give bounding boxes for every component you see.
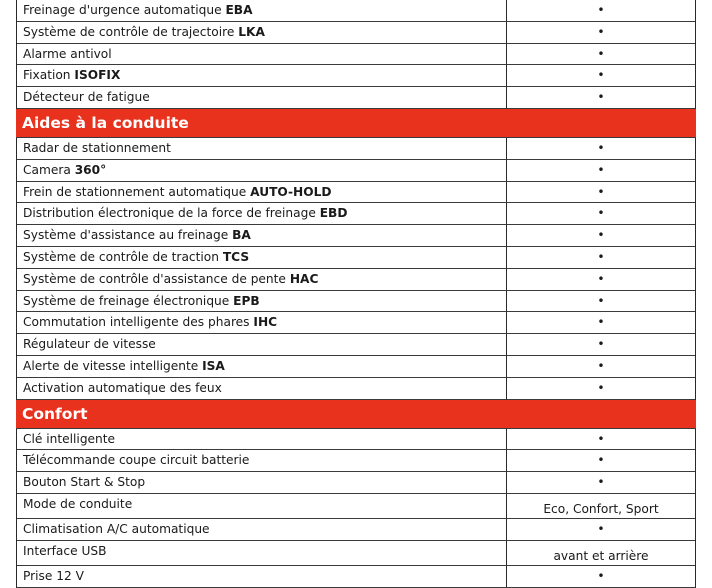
availability-dot: • [597, 249, 605, 264]
availability-dot: • [597, 293, 605, 308]
feature-name: Camera [23, 162, 75, 177]
feature-name: Détecteur de fatigue [23, 90, 150, 105]
table-row [17, 519, 695, 541]
feature-label [17, 378, 507, 399]
feature-name: Système de contrôle d'assistance de pente [23, 271, 290, 286]
table-row [17, 138, 695, 160]
table-row [17, 203, 695, 225]
availability-dot: • [597, 568, 605, 583]
feature-label [17, 225, 507, 246]
feature-code: LKA [238, 24, 265, 39]
availability-dot: • [597, 184, 605, 199]
table-row [17, 378, 695, 400]
table-row [17, 494, 695, 519]
feature-code: EBD [319, 206, 348, 221]
feature-code: EBA [225, 3, 253, 17]
table-row [17, 225, 695, 247]
feature-label [17, 334, 507, 355]
feature-name: Prise 12 V [23, 568, 84, 583]
feature-label [17, 429, 507, 450]
feature-label [17, 541, 507, 565]
feature-name: Système d'assistance au freinage [23, 228, 233, 243]
equipment-table [16, 0, 696, 588]
table-row [17, 182, 695, 204]
feature-label [17, 87, 507, 108]
feature-code: AUTO-HOLD [250, 184, 332, 199]
availability-dot: • [597, 337, 605, 352]
table-row [17, 247, 695, 269]
section-header-aides-a-la-conduite: Aides à la conduite [16, 109, 696, 138]
availability-dot: • [597, 46, 605, 61]
availability-dot: • [597, 68, 605, 83]
table-row [17, 450, 695, 472]
availability-dot: • [597, 431, 605, 446]
availability-dot: • [597, 206, 605, 221]
availability-dot: • [597, 140, 605, 155]
availability-dot: • [597, 24, 605, 39]
feature-value: Eco, Confort, Sport [543, 501, 659, 516]
availability-dot: • [597, 90, 605, 105]
availability-dot: • [597, 380, 605, 395]
feature-name: Freinage d'urgence automatique [23, 3, 226, 17]
feature-name: Système de contrôle de traction [23, 249, 223, 264]
availability-dot: • [597, 228, 605, 243]
feature-code: ISA [202, 358, 225, 373]
availability-dot: • [597, 475, 605, 490]
table-row [17, 65, 695, 87]
feature-label [17, 182, 507, 203]
table-row [17, 291, 695, 313]
table-row [17, 356, 695, 378]
table-row [17, 429, 695, 451]
availability-dot: • [597, 162, 605, 177]
feature-label [17, 247, 507, 268]
availability-dot: • [597, 453, 605, 468]
feature-name: Radar de stationnement [23, 140, 171, 155]
feature-label [17, 22, 507, 43]
table-row [17, 312, 695, 334]
feature-label [17, 0, 507, 21]
feature-label [17, 472, 507, 493]
feature-label [17, 269, 507, 290]
feature-label [17, 312, 507, 333]
feature-label [17, 566, 507, 587]
feature-code: ISOFIX [74, 68, 121, 83]
feature-name: Climatisation A/C automatique [23, 521, 210, 536]
feature-name: Bouton Start & Stop [23, 475, 146, 490]
table-row [17, 0, 695, 22]
availability-dot: • [597, 521, 605, 536]
feature-label [17, 519, 507, 540]
feature-name: Activation automatique des feux [23, 380, 222, 395]
feature-name: Télécommande coupe circuit batterie [23, 453, 250, 468]
table-row [17, 269, 695, 291]
feature-code: 360° [74, 162, 107, 177]
feature-code: BA [232, 228, 251, 243]
feature-code: HAC [289, 271, 319, 286]
feature-name: Distribution électronique de la force de freinage [23, 206, 320, 221]
feature-code: TCS [222, 249, 250, 264]
feature-label [17, 160, 507, 181]
feature-label [17, 65, 507, 86]
feature-code: IHC [253, 315, 278, 330]
feature-name: Alerte de vitesse intelligente [23, 358, 203, 373]
feature-label [17, 138, 507, 159]
feature-label [17, 356, 507, 377]
feature-name: Mode de conduite [23, 496, 133, 511]
feature-value: avant et arrière [553, 548, 649, 563]
table-row [17, 22, 695, 44]
feature-name: Commutation intelligente des phares [23, 315, 254, 330]
feature-label [17, 291, 507, 312]
feature-label [17, 450, 507, 471]
availability-dot: • [597, 358, 605, 373]
feature-name: Frein de stationnement automatique [23, 184, 251, 199]
feature-label [17, 203, 507, 224]
availability-dot: • [597, 271, 605, 286]
feature-label [17, 494, 507, 518]
section-header-confort: Confort [16, 400, 696, 429]
feature-name: Fixation [23, 68, 75, 83]
feature-name: Interface USB [23, 543, 107, 558]
feature-name: Régulateur de vitesse [23, 337, 156, 352]
feature-code: EPB [233, 293, 260, 308]
table-row [17, 472, 695, 494]
feature-name: Alarme antivol [23, 46, 112, 61]
table-row [17, 334, 695, 356]
feature-name: Clé intelligente [23, 431, 116, 446]
availability-dot: • [597, 3, 605, 17]
table-row [17, 87, 695, 109]
feature-name: Système de freinage électronique [23, 293, 234, 308]
availability-dot: • [597, 315, 605, 330]
feature-label [17, 44, 507, 65]
feature-name: Système de contrôle de trajectoire [23, 24, 239, 39]
table-row [17, 160, 695, 182]
table-row [17, 44, 695, 66]
table-row [17, 541, 695, 566]
